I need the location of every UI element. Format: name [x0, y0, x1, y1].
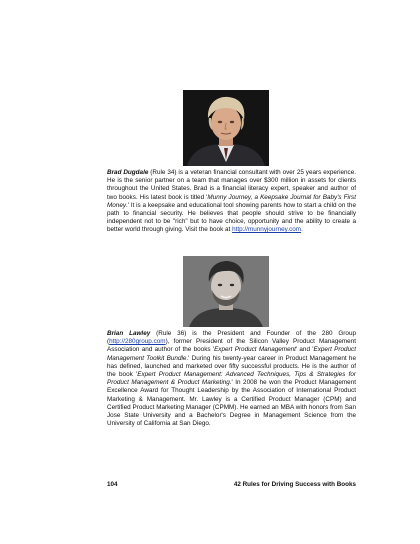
- page-footer: [107, 481, 356, 488]
- running-book-title: 42 Rules for Driving Success with Books: [233, 481, 356, 488]
- book-title: Munny Journey, a Keepsake Journal for Baby's First Money: [107, 193, 356, 209]
- bio-text: (Rule 34) is a veteran financial consultant with over 25 years experience. He is the senior partner on a team that manages over $300 million in assets for clients throughout the United States. Brad is a financial literacy expert, speaker and author of two books. His latest book is titled ': [107, 169, 356, 201]
- bio-text: .: [301, 226, 303, 234]
- bio-text: ), former President of the Silicon Valley Product Management Association and author of the books ': [107, 338, 356, 354]
- author-name: Brian Lawley: [107, 330, 151, 337]
- brad-dugdale-photo: [183, 90, 269, 166]
- brian-lawley-photo: [183, 256, 269, 327]
- bio-text: .' During his twenty-year career in Product Management he has defined, launched and marketed over fifty successful products. He is the author of the book ': [107, 354, 356, 379]
- munnyjourney-link[interactable]: http://munnyjourney.com: [232, 226, 302, 234]
- page-number: 104: [107, 481, 118, 488]
- bio-text: ' and ': [295, 346, 314, 354]
- brad-dugdale-bio: [107, 169, 356, 235]
- 280group-link[interactable]: http://280group.com: [109, 338, 166, 346]
- bio-text: .' It is a keepsake and educational tool showing parents how to start a child on the path to financial security. He believes that people should strive to be financially independent not to be "rich" but to have choice, opportunity and the ability to create a better world through giving. Visit the book at: [107, 201, 356, 234]
- book-title: Expert Product Management Toolkit Bundle: [107, 346, 356, 362]
- book-title: Expert Product Management: [214, 346, 296, 354]
- book-title: Expert Product Management: Advanced Techniques, Tips & Strategies for Product Management & Product Marketing: [107, 371, 356, 387]
- bio-text: .' In 2008 he won the Product Management Excellence Award for Thought Leadership by the Association of International Product Marketing & Management. Mr. Lawley is a Certified Product Manager (CPM) and Certified Product Marketing Manager (CPMM). He earned an MBA with honors from San Jose State University and a Bachelor's Degree in Management Science from the University of California at San Diego.: [107, 379, 356, 428]
- brian-lawley-bio: [107, 330, 356, 428]
- author-name: Brad Dugdale: [107, 169, 149, 176]
- bio-text: (Rule 36) is the President and Founder of the 280 Group (: [107, 330, 357, 346]
